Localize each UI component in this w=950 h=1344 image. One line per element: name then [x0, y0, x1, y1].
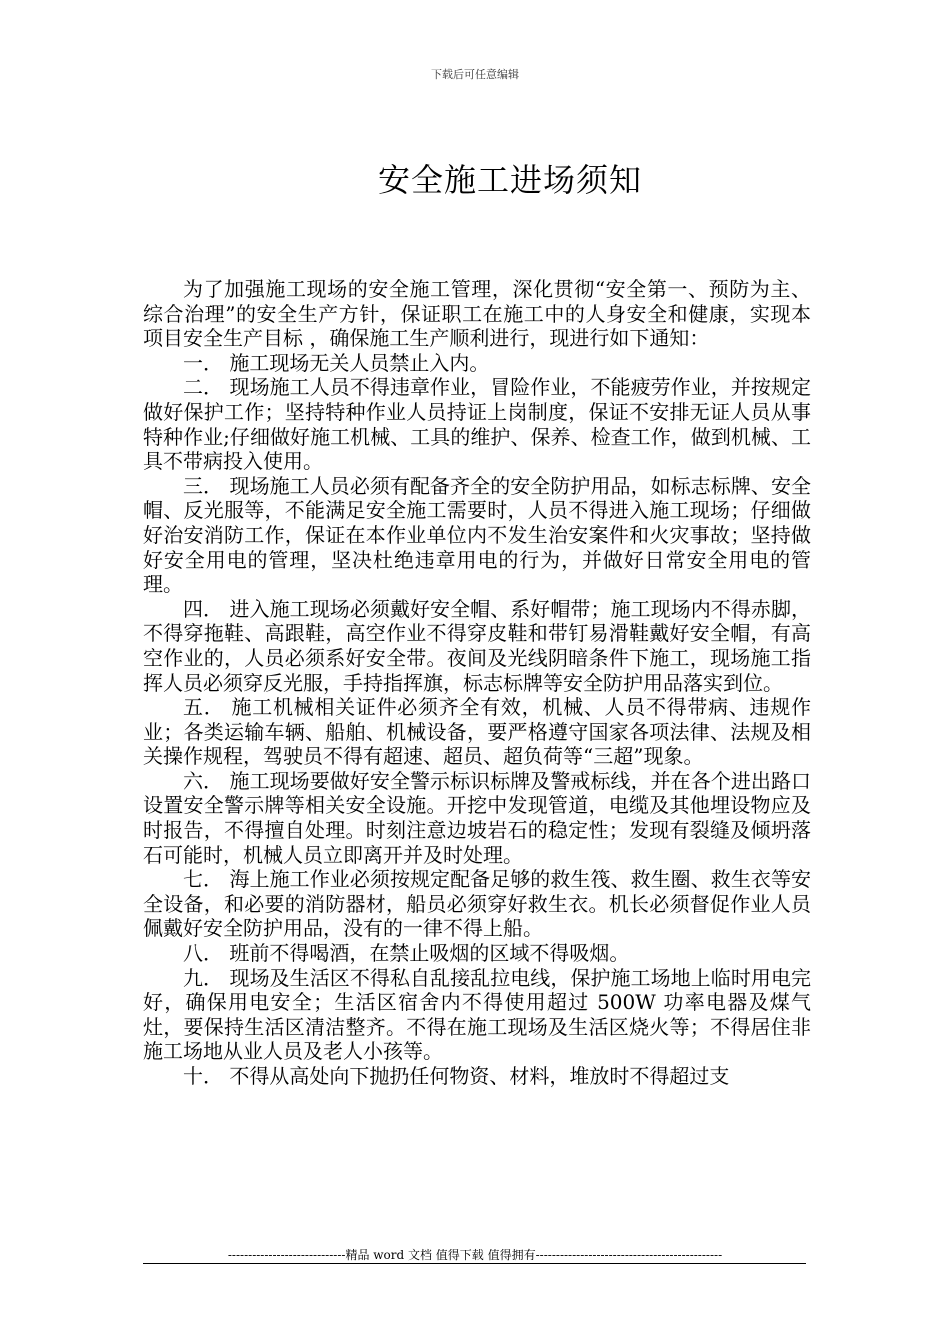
footer-text: -----------------------------精品 word 文档 值得下载 值得拥有---------------------------------------------- — [227, 1248, 723, 1262]
rule-item-6: 六． 施工现场要做好安全警示标识标牌及警戒标线，并在各个进出路口设置安全警示牌等相关安全设施。开挖中发现管道，电缆及其他埋设物应及时报告，不得擅自处理。时刻注意边坡岩石的稳定性；发现有裂缝及倾坍落石可能时，机械人员立即离开并及时处理。 — [143, 768, 811, 867]
rule-item-4: 四． 进入施工现场必须戴好安全帽、系好帽带；施工现场内不得赤脚，不得穿拖鞋、高跟鞋，高空作业不得穿皮鞋和带钉易滑鞋戴好安全帽，有高空作业的，人员必须系好安全带。夜间及光线阴暗条件下施工，现场施工指挥人员必须穿反光服，手持指挥旗，标志标牌等安全防护用品落实到位。 — [143, 596, 811, 695]
rule-item-10: 十． 不得从高处向下抛扔任何物资、材料，堆放时不得超过支 — [183, 1064, 730, 1088]
header-note: 下载后可任意编辑 — [431, 68, 519, 81]
document-body — [143, 277, 811, 1089]
rule-item-9: 九． 现场及生活区不得私自乱接乱拉电线，保护施工场地上临时用电完好，确保用电安全；生活区宿舍内不得使用超过 500W 功率电器及煤气灶，要保持生活区清洁整齐。不得在施工现场及生活区烧火等；不得居住非施工场地从业人员及老人小孩等。 — [143, 965, 811, 1064]
rule-item-7: 七． 海上施工作业必须按规定配备足够的救生筏、救生圈、救生衣等安全设备，和必要的消防器材，船员必须穿好救生衣。机长必须督促作业人员佩戴好安全防护用品，没有的一律不得上船。 — [143, 867, 811, 941]
document-title: 安全施工进场须知 — [377, 161, 642, 199]
rule-item-1: 一． 施工现场无关人员禁止入内。 — [183, 350, 490, 375]
rule-item-5: 五． 施工机械相关证件必须齐全有效，机械、人员不得带病、违规作业；各类运输车辆、船舶、机械设备，要严格遵守国家各项法律、法规及相关操作规程，驾驶员不得有超速、超员、超负荷等“三超”现象。 — [143, 695, 811, 769]
intro-paragraph: 为了加强施工现场的安全施工管理，深化贯彻“安全第一、预防为主、综合治理”的安全生产方针，保证职工在施工中的人身安全和健康，实现本项目安全生产目标 ，确保施工生产顺利进行，现进行如下通知： — [143, 277, 811, 351]
rule-item-2: 二． 现场施工人员不得违章作业，冒险作业，不能疲劳作业，并按规定做好保护工作；坚持特种作业人员持证上岗制度，保证不安排无证人员从事特种作业;仔细做好施工机械、工具的维护、保养、检查工作，做到机械、工具不带病投入使用。 — [143, 375, 811, 474]
rule-item-3: 三． 现场施工人员必须有配备齐全的安全防护用品，如标志标牌、安全帽、反光服等，不能满足安全施工需要时，人员不得进入施工现场；仔细做好治安消防工作，保证在本作业单位内不发生治安案件和火灾事故；坚持做好安全用电的管理，坚决杜绝违章用电的行为，并做好日常安全用电的管理。 — [143, 473, 811, 597]
footer-rule — [143, 1263, 806, 1264]
rule-item-8: 八． 班前不得喝酒，在禁止吸烟的区域不得吸烟。 — [183, 941, 630, 966]
